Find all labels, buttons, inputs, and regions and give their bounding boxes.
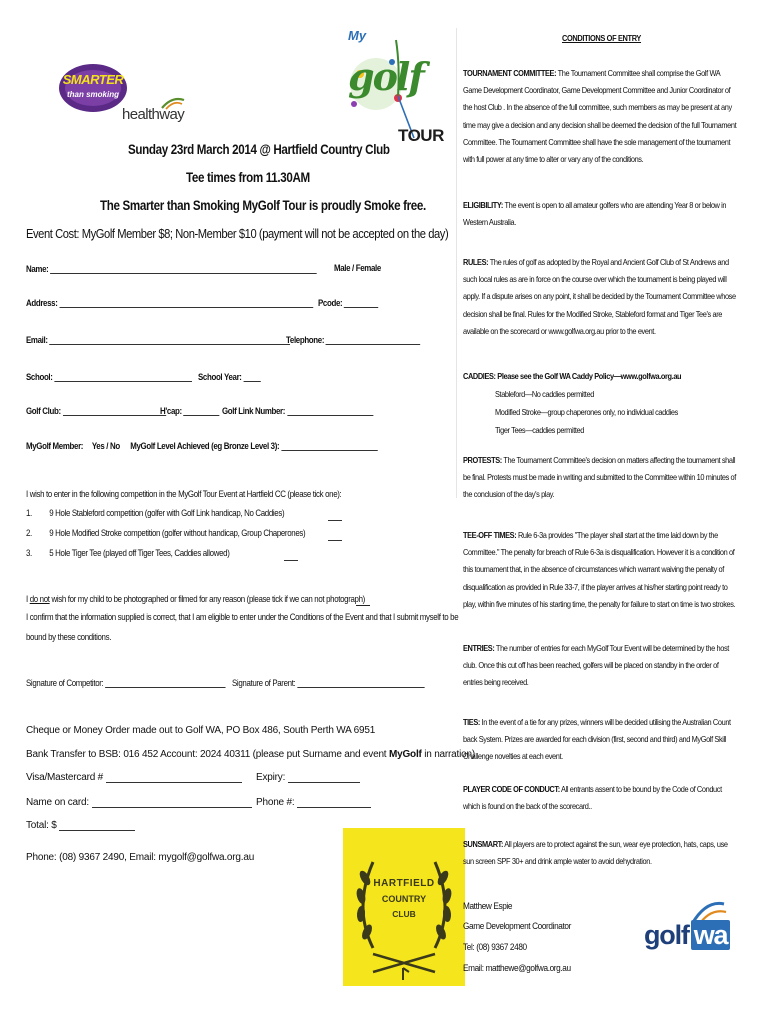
hartfield-country-club-logo (343, 828, 465, 986)
total-label: Total: $ (26, 820, 57, 831)
visa-label: Visa/Mastercard # (26, 772, 104, 783)
mygolf-tour-text: TOUR (398, 126, 444, 145)
event-date-venue: Sunday 23rd March 2014 @ Hartfield Country Club (128, 142, 390, 157)
photo-do-not: do not (29, 594, 50, 604)
competition-option-3 (26, 548, 229, 558)
condition-text: In the event of a tie for any prizes, winners will be decided utilising the Australian Count back System. Prizes are awarded for each division (first, second and third) and MyGolf Skill Challenge novelties at each event. (463, 717, 731, 762)
laurel-wreath-icon (343, 828, 465, 986)
caddy-item: Stableford—No caddies permitted (495, 389, 594, 399)
condition-title: CADDIES: Please see the Golf WA Caddy Policy—www.golfwa.org.au (463, 371, 682, 381)
mygolf-member-label: MyGolf Member: (26, 441, 84, 451)
mygolf-level-label: MyGolf Level Achieved (eg Bronze Level 3): (130, 441, 280, 451)
name-on-card-label: Name on card: (26, 797, 89, 808)
hcap-label: H'cap: (160, 406, 182, 416)
signature-competitor-row (26, 677, 226, 688)
condition-sunsmart (463, 836, 736, 870)
expiry-label: Expiry: (256, 772, 286, 783)
condition-player-code-of-conduct (463, 781, 736, 815)
school-field[interactable] (54, 371, 192, 382)
email-row (26, 334, 290, 345)
name-on-card-field[interactable] (92, 797, 252, 808)
option-number: 2. (26, 528, 32, 538)
option-text: 9 Hole Modified Stroke competition (golfer without handicap, Group Chaperones) (49, 528, 306, 538)
total-row (26, 820, 135, 831)
condition-protests (463, 452, 736, 504)
condition-title: ENTRIES: (463, 643, 495, 653)
signature-competitor-field[interactable] (105, 677, 225, 688)
option-text: 9 Hole Stableford competition (golfer with Golf Link handicap, No Caddies) (49, 508, 285, 518)
healthway-logo (122, 96, 192, 126)
name-label: Name: (26, 264, 49, 274)
golf-club-row (26, 405, 166, 416)
condition-rules (463, 254, 736, 340)
phone-label: Phone #: (256, 797, 295, 808)
condition-text: All entrants assent to be bound by the Code of Conduct which is found on the back of the scorecard.. (463, 784, 722, 812)
contact-person-role: Game Development Coordinator (463, 921, 571, 932)
condition-caddies (463, 368, 736, 385)
caddy-item: Modified Stroke—group chaperones only, no individual caddies (495, 407, 678, 417)
email-field[interactable] (50, 334, 291, 345)
competition-option-1 (26, 508, 284, 518)
condition-title: TEE-OFF TIMES: (463, 530, 517, 540)
condition-text: The Tournament Committee's decision on matters affecting the tournament shall be final. Protests must be made in writing and submitted to the Committee within 10 minutes of the conclusion of the day's play. (463, 455, 736, 500)
golf-club-label: Golf Club: (26, 406, 61, 416)
telephone-label: Telephone: (286, 335, 325, 345)
pcode-row (318, 297, 379, 308)
condition-ties (463, 714, 736, 766)
competition-tick-1[interactable] (328, 520, 342, 521)
mygolf-my-text: My (348, 28, 367, 43)
expiry-field[interactable] (288, 772, 360, 783)
telephone-field[interactable] (326, 334, 421, 345)
mygolf-level-field[interactable] (281, 440, 377, 451)
hcap-row (160, 405, 220, 416)
condition-tournament-committee (463, 65, 736, 168)
signature-parent-field[interactable] (297, 677, 424, 688)
name-field[interactable] (50, 263, 317, 274)
condition-text: All players are to protect against the sun, wear eye protection, hats, caps, use sun screen SPF 30+ and drink ample water to avoid dehydration. (463, 839, 728, 867)
condition-text: Rule 6-3a provides "The player shall start at the time laid down by the Committee." The penalty for breach of Rule 6-3a is disqualification. However it is a condition of this tournament that, in the absence of circumstances which warrant waiving the penalty of disqualification as provided in Rule 33-7, if the player arrives at his/her starting point ready to play, within five minutes of his starting time, the penalty for failure to start on time is two strokes. (463, 530, 736, 609)
telephone-row (286, 334, 421, 345)
condition-text: The number of entries for each MyGolf Tour Event will be determined by the host club. Once this cut off has been reached, golfers will be placed on standby in the order of entries being received. (463, 643, 729, 688)
address-row (26, 297, 313, 308)
visa-row (26, 772, 242, 783)
address-label: Address: (26, 298, 58, 308)
bank-transfer-post: in narration) (421, 749, 475, 760)
cheque-instructions: Cheque or Money Order made out to Golf WA, PO Box 486, South Perth WA 6951 (26, 725, 376, 736)
confirm-line-2: bound by these conditions. (26, 632, 112, 642)
photo-consent (26, 594, 365, 604)
condition-text: The rules of golf as adopted by the Royal and Ancient Golf Club of St Andrews and such local rules as are in force on the course over which the tournament is being played will apply. If a dispute arises on any point, it shall be decided by the Tournament Committee whose decision shall be final. Rules for the Modified Stroke, Stableford format and Tiger Tee's are available on the scorecard or www.golfwa.org.au prior to the event. (463, 257, 736, 336)
country-logo-text: COUNTRY (381, 894, 427, 904)
caddy-item: Tiger Tees—caddies permitted (495, 425, 584, 435)
condition-title: RULES: (463, 257, 489, 267)
expiry-row (256, 772, 360, 783)
competition-intro: I wish to enter in the following competition in the MyGolf Tour Event at Hartfield CC (please tick one): (26, 489, 342, 499)
condition-title: PLAYER CODE OF CONDUCT: (463, 784, 560, 794)
condition-entries (463, 640, 736, 692)
photo-consent-tick[interactable] (356, 605, 370, 606)
conditions-heading: CONDITIONS OF ENTRY (562, 33, 642, 43)
golf-link-row (222, 405, 373, 416)
school-year-row (198, 371, 261, 382)
bank-transfer-pre: Bank Transfer to BSB: 016 452 Account: 2024 40311 (please put Surname and event (26, 749, 389, 760)
mygolf-golf-text: golf (348, 54, 423, 99)
option-text: 5 Hole Tiger Tee (played off Tiger Tees, Caddies allowed) (49, 548, 230, 558)
school-year-label: School Year: (198, 372, 242, 382)
condition-title: TOURNAMENT COMMITTEE: (463, 68, 557, 78)
competition-tick-2[interactable] (328, 540, 342, 541)
mygolf-member-yes-no[interactable]: Yes / No (91, 441, 120, 451)
signature-parent-label: Signature of Parent: (232, 678, 296, 688)
condition-title: ELIGIBILITY: (463, 200, 503, 210)
contact-person-email: Email: matthewe@golfwa.org.au (463, 963, 571, 974)
condition-text: The event is open to all amateur golfers who are attending Year 8 or below in Western Australia. (463, 200, 727, 228)
condition-text: The Tournament Committee shall comprise the Golf WA Game Development Coordinator, Game Development Committee and Junior Coordinator of the host Club . In the absence of the full committee, such members as may be present at any time may give a decision and any decision shall be deemed the decision of the full Tournament Committee. The Tournament Committee shall have the sole management of the tournament with full power at any time to alter or vary any of the conditions. (463, 68, 737, 165)
name-row (26, 263, 317, 274)
competition-tick-3[interactable] (284, 560, 298, 561)
smarter-than-smoking-logo (56, 60, 130, 116)
total-field[interactable] (59, 820, 135, 831)
bank-transfer-instructions (26, 749, 475, 760)
golf-wa-wa-text: wa (691, 920, 731, 950)
contact-details: Phone: (08) 9367 2490, Email: mygolf@golfwa.org.au (26, 852, 255, 863)
mygolf-member-row (26, 440, 377, 451)
email-label: Email: (26, 335, 48, 345)
golf-wa-logo (644, 898, 748, 958)
smarter-logo-text: SMARTER (62, 72, 124, 87)
school-row (26, 371, 192, 382)
conditions-divider (456, 28, 457, 498)
option-number: 3. (26, 548, 32, 558)
club-logo-text: CLUB (392, 909, 416, 919)
school-label: School: (26, 372, 53, 382)
contact-person-name: Matthew Espie (463, 901, 513, 912)
name-on-card-row (26, 797, 252, 808)
condition-eligibility (463, 197, 736, 231)
photo-consent-pre: I (26, 594, 30, 604)
phone-field[interactable] (297, 797, 371, 808)
visa-field[interactable] (106, 772, 242, 783)
pcode-field[interactable] (344, 297, 378, 308)
golf-link-field[interactable] (287, 405, 373, 416)
school-year-field[interactable] (243, 371, 260, 382)
golf-link-label: Golf Link Number: (222, 406, 286, 416)
than-smoking-logo-text: than smoking (66, 90, 119, 99)
photo-consent-post: wish for my child to be photographed or filmed for any reason (please tick if we can not photograph) (49, 594, 365, 604)
contact-person-tel: Tel: (08) 9367 2480 (463, 942, 527, 953)
competition-option-2 (26, 528, 305, 538)
golf-wa-wordmark (644, 920, 730, 951)
confirm-line-1: I confirm that the information supplied is correct, that I am eligible to enter under the Conditions of the Event and that I submit myself to be (26, 612, 459, 622)
tee-times: Tee times from 11.30AM (186, 170, 310, 185)
condition-title: PROTESTS: (463, 455, 502, 465)
hartfield-logo-text: HARTFIELD (373, 878, 435, 889)
event-cost: Event Cost: MyGolf Member $8; Non-Member $10 (payment will not be accepted on the day) (26, 226, 449, 241)
bank-transfer-bold: MyGolf (388, 749, 422, 760)
healthway-logo-text: healthway (122, 106, 185, 123)
condition-title: SUNSMART: (463, 839, 504, 849)
golf-club-field[interactable] (63, 405, 166, 416)
address-field[interactable] (59, 297, 313, 308)
pcode-label: Pcode: (318, 298, 343, 308)
condition-title: TIES: (463, 717, 480, 727)
phone-row (256, 797, 371, 808)
signature-parent-row (232, 677, 425, 688)
signature-competitor-label: Signature of Competitor: (26, 678, 104, 688)
golf-wa-golf-text: golf (644, 920, 689, 950)
hcap-field[interactable] (184, 405, 220, 416)
mygolf-tour-logo (342, 26, 442, 156)
option-number: 1. (26, 508, 32, 518)
smoke-free-statement: The Smarter than Smoking MyGolf Tour is proudly Smoke free. (100, 198, 426, 213)
condition-tee-off-times (463, 527, 736, 613)
male-female-option[interactable]: Male / Female (334, 263, 381, 273)
